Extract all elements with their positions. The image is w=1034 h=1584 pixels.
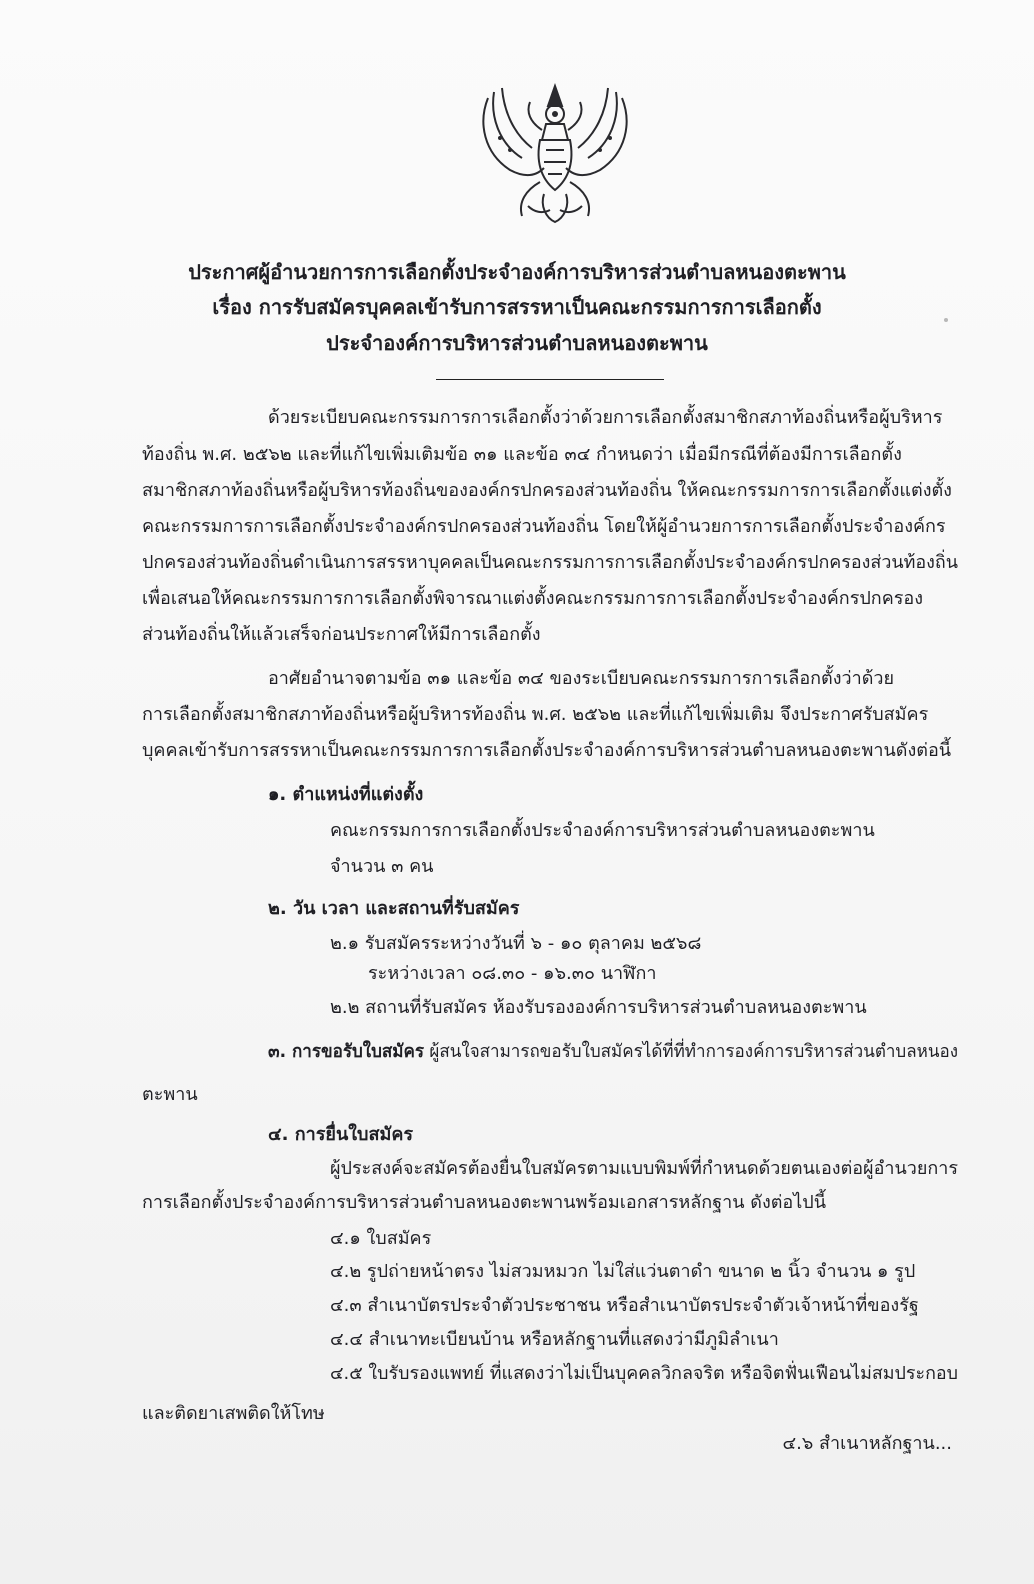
para1-line: ด้วยระเบียบคณะกรรมการการเลือกตั้งว่าด้วยการเลือกตั้งสมาชิกสภาท้องถิ่นหรือผู้บริหาร: [268, 407, 943, 428]
para1-line: ส่วนท้องถิ่นให้แล้วเสร็จก่อนประกาศให้มีการเลือกตั้ง: [142, 624, 541, 645]
section-2-dates: ๒.๑ รับสมัครระหว่างวันที่ ๖ - ๑๐ ตุลาคม ๒๕๖๘: [330, 933, 702, 954]
title-line-1: ประกาศผู้อำนวยการการเลือกตั้งประจำองค์การบริหารส่วนตำบลหนองตะพาน: [188, 260, 846, 284]
title-line-2: เรื่อง การรับสมัครบุคคลเข้ารับการสรรหาเป็นคณะกรรมการการเลือกตั้ง: [212, 295, 822, 319]
page-continuation: ๔.๖ สำเนาหลักฐาน...: [782, 1433, 952, 1454]
para1-line: คณะกรรมการการเลือกตั้งประจำองค์กรปกครองส่วนท้องถิ่น โดยให้ผู้อำนวยการการเลือกตั้งประจำองค์กร: [142, 516, 946, 537]
para2-line: บุคคลเข้ารับการสรรหาเป็นคณะกรรมการการเลือกตั้งประจำองค์การบริหารส่วนตำบลหนองตะพานดังต่อนี้: [142, 740, 952, 761]
section-4-item: ๔.๓ สำเนาบัตรประจำตัวประชาชน หรือสำเนาบัตรประจำตัวเจ้าหน้าที่ของรัฐ: [330, 1295, 919, 1316]
section-1-count: จำนวน ๓ คน: [330, 856, 434, 877]
para1-line: ปกครองส่วนท้องถิ่นดำเนินการสรรหาบุคคลเป็นคณะกรรมการการเลือกตั้งประจำองค์กรปกครองส่วนท้องถิ่น: [142, 552, 959, 573]
section-2-place: ๒.๒ สถานที่รับสมัคร ห้องรับรององค์การบริหารส่วนตำบลหนองตะพาน: [330, 997, 867, 1018]
para1-line: สมาชิกสภาท้องถิ่นหรือผู้บริหารท้องถิ่นขององค์กรปกครองส่วนท้องถิ่น ให้คณะกรรมการการเลือกตั้งแต่งตั้ง: [142, 480, 952, 501]
para1-line: ท้องถิ่น พ.ศ. ๒๕๖๒ และที่แก้ไขเพิ่มเติมข้อ ๓๑ และข้อ ๓๔ กำหนดว่า เมื่อมีกรณีที่ต้องมีการเลือกตั้ง: [142, 444, 902, 465]
section-4-body: การเลือกตั้งประจำองค์การบริหารส่วนตำบลหนองตะพานพร้อมเอกสารหลักฐาน ดังต่อไปนี้: [142, 1192, 827, 1213]
section-4-item: ๔.๒ รูปถ่ายหน้าตรง ไม่สวมหมวก ไม่ใส่แว่นตาดำ ขนาด ๒ นิ้ว จำนวน ๑ รูป: [330, 1261, 916, 1282]
section-4-item-cont: และติดยาเสพติดให้โทษ: [142, 1403, 325, 1424]
section-4-item: ๔.๑ ใบสมัคร: [330, 1228, 432, 1249]
section-1-heading: ๑. ตำแหน่งที่แต่งตั้ง: [268, 784, 424, 805]
section-3-cont: ตะพาน: [142, 1084, 198, 1105]
section-4-item: ๔.๕ ใบรับรองแพทย์ ที่แสดงว่าไม่เป็นบุคคลวิกลจริต หรือจิตฟั่นเฟือนไม่สมประกอบ: [330, 1363, 959, 1384]
section-3-heading: ๓. การขอรับใบสมัคร: [268, 1041, 424, 1062]
para2-line: อาศัยอำนาจตามข้อ ๓๑ และข้อ ๓๔ ของระเบียบคณะกรรมการการเลือกตั้งว่าด้วย: [268, 668, 895, 689]
section-3-line: [268, 1043, 958, 1061]
para1-line: เพื่อเสนอให้คณะกรรมการการเลือกตั้งพิจารณาแต่งตั้งคณะกรรมการการเลือกตั้งประจำองค์กรปกครอง: [142, 588, 923, 609]
section-2-times: ระหว่างเวลา ๐๘.๓๐ - ๑๖.๓๐ นาฬิกา: [368, 963, 657, 984]
section-4-body: ผู้ประสงค์จะสมัครต้องยื่นใบสมัครตามแบบพิมพ์ที่กำหนดด้วยตนเองต่อผู้อำนวยการ: [330, 1158, 959, 1179]
garuda-emblem-icon: [470, 78, 640, 226]
section-4-item: ๔.๔ สำเนาทะเบียนบ้าน หรือหลักฐานที่แสดงว่ามีภูมิลำเนา: [330, 1329, 779, 1350]
section-4-heading: ๔. การยื่นใบสมัคร: [268, 1124, 414, 1145]
section-2-heading: ๒. วัน เวลา และสถานที่รับสมัคร: [268, 898, 520, 919]
title-divider: [436, 379, 664, 380]
section-1-body: คณะกรรมการการเลือกตั้งประจำองค์การบริหารส่วนตำบลหนองตะพาน: [330, 820, 875, 841]
title-line-3: ประจำองค์การบริหารส่วนตำบลหนองตะพาน: [326, 331, 708, 355]
section-3-body: ผู้สนใจสามารถขอรับใบสมัครได้ที่ที่ทำการองค์การบริหารส่วนตำบลหนอง: [423, 1041, 959, 1062]
para2-line: การเลือกตั้งสมาชิกสภาท้องถิ่นหรือผู้บริหารท้องถิ่น พ.ศ. ๒๕๖๒ และที่แก้ไขเพิ่มเติม จึงประกาศรับสมัคร: [142, 704, 929, 725]
scan-speck: [944, 318, 948, 322]
